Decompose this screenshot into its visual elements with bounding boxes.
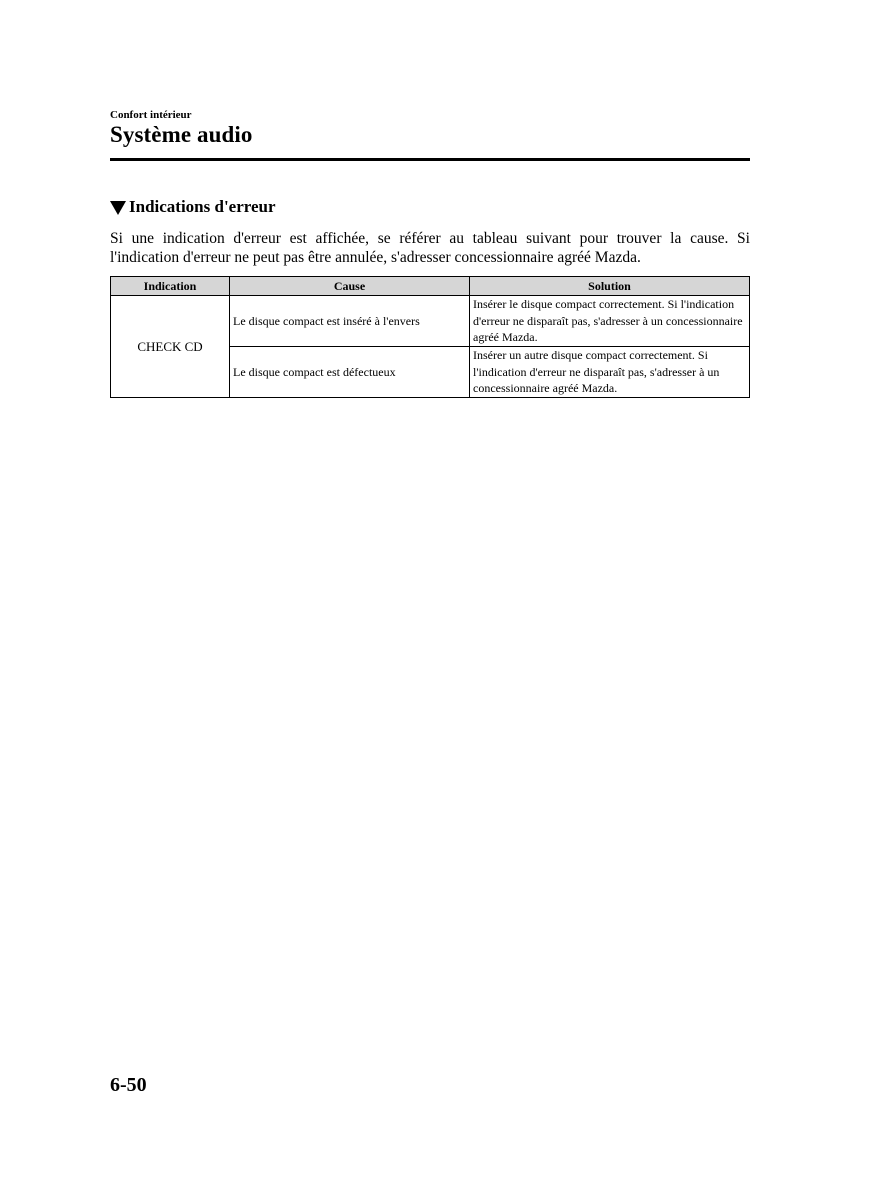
triangle-down-icon [110, 201, 126, 215]
header-indication: Indication [111, 277, 230, 296]
error-table [110, 276, 750, 398]
indication-cell: CHECK CD [111, 296, 230, 398]
table-row [111, 296, 750, 347]
subsection-heading-text: Indications d'erreur [129, 197, 276, 216]
cause-cell: Le disque compact est défectueux [230, 347, 470, 398]
solution-cell: Insérer le disque compact correctement. Si l'indication d'erreur ne disparaît pas, s'adresser à un concessionnaire agréé Mazda. [470, 296, 750, 347]
intro-paragraph: Si une indication d'erreur est affichée, se référer au tableau suivant pour trouver la cause. Si l'indication d'erreur ne peut pas être annulée, s'adresser concessionnaire agréé Mazda. [110, 230, 750, 266]
subsection-heading [110, 197, 276, 217]
title-rule [110, 158, 750, 161]
page-number: 6-50 [110, 1074, 147, 1096]
solution-cell: Insérer un autre disque compact correctement. Si l'indication d'erreur ne disparaît pas, s'adresser à un concessionnaire agréé Mazda. [470, 347, 750, 398]
cause-cell: Le disque compact est inséré à l'envers [230, 296, 470, 347]
section-label: Confort intérieur [110, 109, 192, 121]
header-solution: Solution [470, 277, 750, 296]
page-title: Système audio [110, 122, 253, 147]
header-cause: Cause [230, 277, 470, 296]
table-header-row [111, 277, 750, 296]
